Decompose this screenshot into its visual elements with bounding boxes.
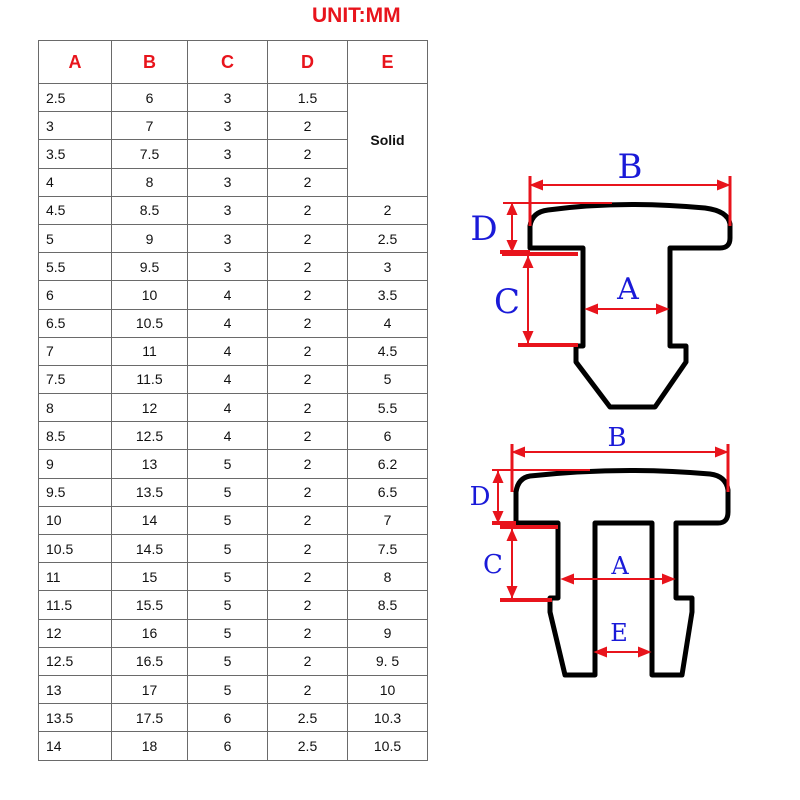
column-header-d: D <box>268 41 348 84</box>
label-c: C <box>493 282 521 322</box>
dimension-c-hollow <box>500 527 558 600</box>
table-cell: 2 <box>268 224 348 252</box>
table-cell: 4 <box>188 365 268 393</box>
table-cell: 10 <box>112 281 188 309</box>
table-cell: 4 <box>188 422 268 450</box>
table-row <box>39 450 428 478</box>
label-a: A <box>617 272 639 307</box>
table-cell: 4 <box>188 281 268 309</box>
table-cell: 4 <box>188 309 268 337</box>
table-cell: 2 <box>268 196 348 224</box>
table-row <box>39 647 428 675</box>
table-row <box>39 619 428 647</box>
table-cell: 2 <box>268 591 348 619</box>
table-cell: 10 <box>348 675 428 703</box>
label-b: B <box>617 147 643 187</box>
table-cell: 15.5 <box>112 591 188 619</box>
table-cell: 5 <box>188 563 268 591</box>
table-cell: 9 <box>112 224 188 252</box>
table-row <box>39 422 428 450</box>
table-cell: 4.5 <box>348 337 428 365</box>
table-cell: 4 <box>188 394 268 422</box>
table-cell: 2 <box>268 450 348 478</box>
label-a-hollow: A <box>611 552 629 580</box>
table-cell: 2 <box>348 196 428 224</box>
table-cell: 8 <box>112 168 188 196</box>
table-cell: 5 <box>188 450 268 478</box>
table-cell: 5 <box>188 506 268 534</box>
table-cell: 3 <box>188 140 268 168</box>
solid-plug-diagram <box>460 140 750 415</box>
table-cell: 8 <box>348 563 428 591</box>
table-cell: 5 <box>188 591 268 619</box>
table-cell: 4 <box>39 168 112 196</box>
table-cell: 16.5 <box>112 647 188 675</box>
table-cell: 3.5 <box>348 281 428 309</box>
table-cell: 18 <box>112 732 188 760</box>
table-row <box>39 478 428 506</box>
hollow-plug-diagram <box>460 415 750 685</box>
table-cell: 3 <box>188 84 268 112</box>
table-cell: 2 <box>268 647 348 675</box>
table-cell: 2 <box>268 112 348 140</box>
table-cell: 3 <box>188 168 268 196</box>
table-cell: 17.5 <box>112 704 188 732</box>
table-cell: 7 <box>39 337 112 365</box>
table-cell: 1.5 <box>268 84 348 112</box>
table-cell: 10 <box>39 506 112 534</box>
table-cell: 2 <box>268 365 348 393</box>
table-cell: 3 <box>188 253 268 281</box>
table-cell: 3 <box>188 196 268 224</box>
table-cell: 6 <box>348 422 428 450</box>
table-row <box>39 535 428 563</box>
table-row <box>39 253 428 281</box>
table-cell: 2 <box>268 168 348 196</box>
table-cell: 9 <box>39 450 112 478</box>
table-cell: 2 <box>268 506 348 534</box>
table-cell: 5 <box>188 675 268 703</box>
table-cell: 5 <box>348 365 428 393</box>
table-cell: 10.5 <box>39 535 112 563</box>
table-cell: 11 <box>112 337 188 365</box>
table-cell: 4 <box>188 337 268 365</box>
table-row <box>39 281 428 309</box>
table-cell: 11.5 <box>112 365 188 393</box>
table-cell: 3 <box>348 253 428 281</box>
table-row <box>39 506 428 534</box>
table-cell: 2 <box>268 140 348 168</box>
column-header-e: E <box>348 41 428 84</box>
table-cell: 6.5 <box>348 478 428 506</box>
table-cell: 8 <box>39 394 112 422</box>
table-cell: 7.5 <box>39 365 112 393</box>
table-cell: 12 <box>39 619 112 647</box>
table-cell: 7.5 <box>348 535 428 563</box>
table-cell: 6.2 <box>348 450 428 478</box>
column-header-c: C <box>188 41 268 84</box>
table-cell: 6.5 <box>39 309 112 337</box>
table-cell: 2 <box>268 675 348 703</box>
table-cell: 7.5 <box>112 140 188 168</box>
table-cell: 5 <box>188 619 268 647</box>
label-d: D <box>470 209 498 249</box>
table-cell: 9 <box>348 619 428 647</box>
table-cell: 9.5 <box>112 253 188 281</box>
table-cell: 13.5 <box>112 478 188 506</box>
table-cell: 13 <box>112 450 188 478</box>
label-c-hollow: C <box>483 550 503 580</box>
dimension-e <box>596 648 649 656</box>
size-spec-table <box>38 40 428 761</box>
table-cell: 5.5 <box>348 394 428 422</box>
table-cell: 6 <box>188 732 268 760</box>
table-header <box>39 41 428 84</box>
table-cell: 5 <box>188 535 268 563</box>
table-body <box>39 84 428 761</box>
table-cell: 12.5 <box>112 422 188 450</box>
table-cell: 16 <box>112 619 188 647</box>
table-cell: 5.5 <box>39 253 112 281</box>
table-row <box>39 309 428 337</box>
table-row <box>39 704 428 732</box>
table-cell: 3.5 <box>39 140 112 168</box>
table-cell: 2.5 <box>348 224 428 252</box>
label-d-hollow: D <box>469 482 491 512</box>
table-cell: 7 <box>112 112 188 140</box>
table-cell: 9.5 <box>39 478 112 506</box>
table-cell: 2 <box>268 309 348 337</box>
column-header-b: B <box>112 41 188 84</box>
table-cell: 14.5 <box>112 535 188 563</box>
table-cell: 12 <box>112 394 188 422</box>
table-cell: 2 <box>268 337 348 365</box>
table-cell: 2 <box>268 394 348 422</box>
table-cell: 6 <box>188 704 268 732</box>
solid-cell: Solid <box>348 84 428 197</box>
table-row <box>39 732 428 760</box>
table-cell: 8.5 <box>39 422 112 450</box>
table-cell: 7 <box>348 506 428 534</box>
table-cell: 8.5 <box>348 591 428 619</box>
table-cell: 6 <box>39 281 112 309</box>
table-row <box>39 84 428 112</box>
table-cell: 11.5 <box>39 591 112 619</box>
table-cell: 2 <box>268 422 348 450</box>
table-cell: 2.5 <box>268 704 348 732</box>
table-cell: 11 <box>39 563 112 591</box>
table-cell: 2 <box>268 478 348 506</box>
table-cell: 4 <box>348 309 428 337</box>
table-row <box>39 591 428 619</box>
table-cell: 5 <box>188 647 268 675</box>
table-cell: 2.5 <box>268 732 348 760</box>
table-cell: 9. 5 <box>348 647 428 675</box>
table-cell: 6 <box>112 84 188 112</box>
table-cell: 13 <box>39 675 112 703</box>
table-cell: 3 <box>39 112 112 140</box>
table-row <box>39 394 428 422</box>
table-cell: 13.5 <box>39 704 112 732</box>
table-cell: 14 <box>112 506 188 534</box>
table-cell: 14 <box>39 732 112 760</box>
table-cell: 10.3 <box>348 704 428 732</box>
table-cell: 8.5 <box>112 196 188 224</box>
table-cell: 10.5 <box>348 732 428 760</box>
unit-label: UNIT:MM <box>312 4 401 27</box>
table-cell: 3 <box>188 112 268 140</box>
label-b-hollow: B <box>607 423 627 453</box>
label-e: E <box>610 619 628 647</box>
table-row <box>39 563 428 591</box>
table-cell: 4.5 <box>39 196 112 224</box>
table-cell: 2 <box>268 281 348 309</box>
table-cell: 10.5 <box>112 309 188 337</box>
table-cell: 2 <box>268 535 348 563</box>
column-header-a: A <box>39 41 112 84</box>
table-cell: 2.5 <box>39 84 112 112</box>
table-row <box>39 196 428 224</box>
table-cell: 5 <box>188 478 268 506</box>
table-cell: 2 <box>268 619 348 647</box>
table-cell: 17 <box>112 675 188 703</box>
table-cell: 3 <box>188 224 268 252</box>
table-row <box>39 337 428 365</box>
table-row <box>39 365 428 393</box>
table-row <box>39 675 428 703</box>
table-cell: 2 <box>268 253 348 281</box>
table-cell: 12.5 <box>39 647 112 675</box>
table-row <box>39 224 428 252</box>
table-cell: 2 <box>268 563 348 591</box>
table-cell: 5 <box>39 224 112 252</box>
table-cell: 15 <box>112 563 188 591</box>
